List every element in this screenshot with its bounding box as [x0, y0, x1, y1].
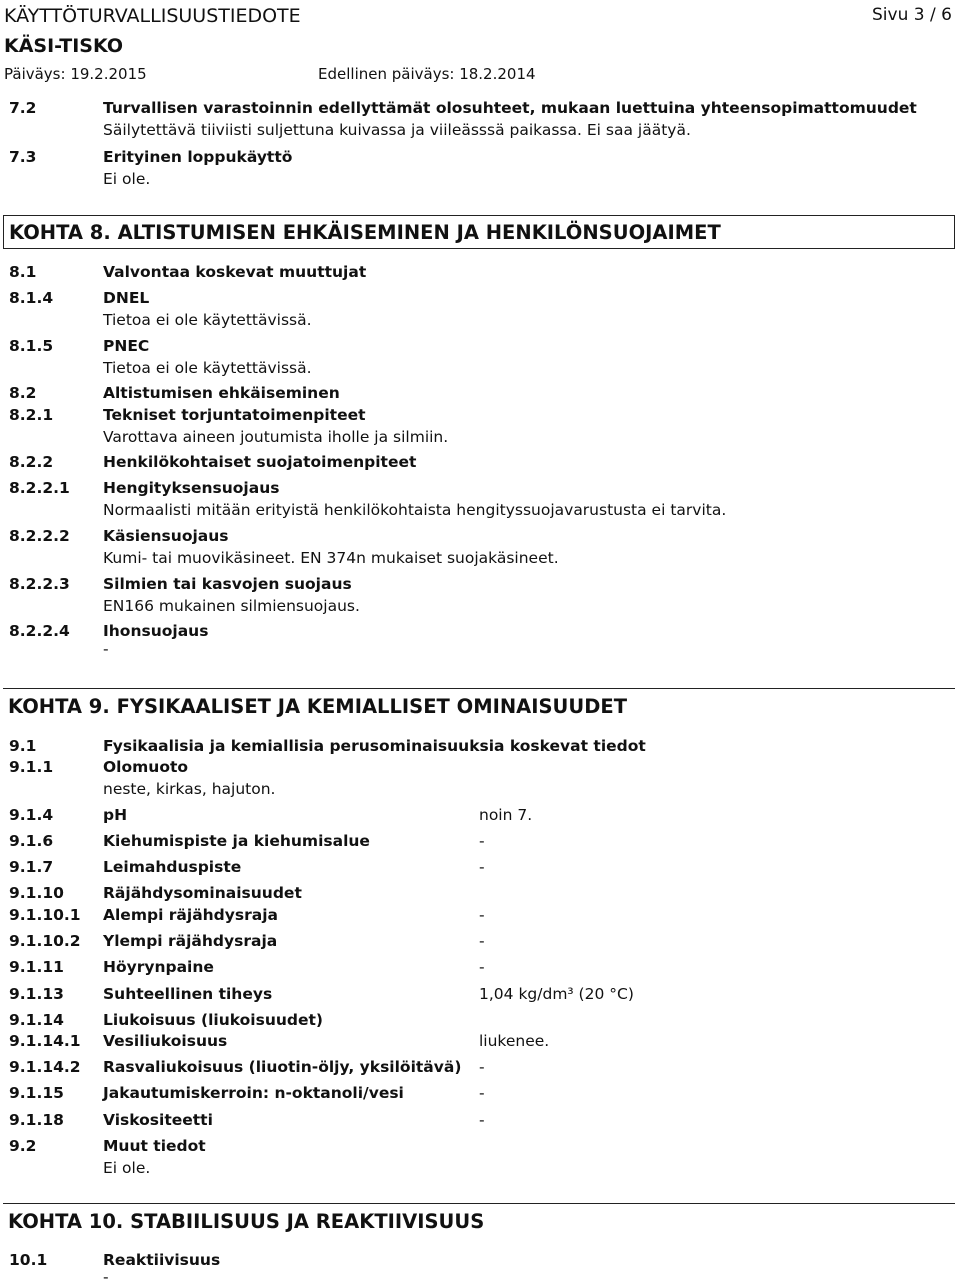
property-name: Höyrynpaine — [103, 958, 214, 976]
item-number: 8.2.1 — [9, 406, 54, 424]
section-10-rule — [3, 1203, 955, 1204]
section-9-rule — [3, 688, 955, 689]
item-text: Säilytettävä tiiviisti suljettuna kuivassa ja viileässsä paikassa. Ei saa jäätyä. — [103, 121, 691, 139]
item-number: 8.1 — [9, 263, 37, 281]
property-number: 9.1.7 — [9, 858, 54, 876]
item-title: Tekniset torjuntatoimenpiteet — [103, 406, 366, 424]
property-number: 9.1.15 — [9, 1084, 64, 1102]
item-number: 8.2.2.2 — [9, 527, 70, 545]
property-number: 9.1.14.1 — [9, 1032, 81, 1050]
previous-date: Edellinen päiväys: 18.2.2014 — [318, 65, 536, 83]
property-name: Liukoisuus (liukoisuudet) — [103, 1011, 323, 1029]
item-text: Kumi- tai muovikäsineet. EN 374n mukaiset suojakäsineet. — [103, 549, 559, 567]
property-number: 9.1.10 — [9, 884, 64, 902]
item-number: 9.1.1 — [9, 758, 54, 776]
property-value: - — [479, 1058, 485, 1076]
item-text: Normaalisti mitään erityistä henkilökohtaista hengityssuojavarustusta ei tarvita. — [103, 501, 727, 519]
property-name: Viskositeetti — [103, 1111, 213, 1129]
property-name: Rasvaliukoisuus (liuotin-öljy, yksilöitävä) — [103, 1058, 462, 1076]
section-8-header — [3, 215, 955, 249]
property-number: 9.1.11 — [9, 958, 64, 976]
item-number: 9.2 — [9, 1137, 37, 1155]
item-number: 10.1 — [9, 1251, 48, 1269]
item-text: Tietoa ei ole käytettävissä. — [103, 311, 312, 329]
property-value: - — [479, 906, 485, 924]
property-value: 1,04 kg/dm³ (20 °C) — [479, 985, 634, 1003]
item-title: Henkilökohtaiset suojatoimenpiteet — [103, 453, 417, 471]
section-10-title: KOHTA 10. STABIILISUUS JA REAKTIIVISUUS — [8, 1210, 485, 1233]
item-title: Olomuoto — [103, 758, 189, 776]
property-name: Vesiliukoisuus — [103, 1032, 228, 1050]
item-text: Tietoa ei ole käytettävissä. — [103, 359, 312, 377]
item-title: Silmien tai kasvojen suojaus — [103, 575, 352, 593]
property-name: pH — [103, 806, 128, 824]
item-text: - — [103, 1268, 109, 1286]
property-number: 9.1.4 — [9, 806, 54, 824]
item-number: 8.2.2.4 — [9, 622, 70, 640]
item-title: Valvontaa koskevat muuttujat — [103, 263, 367, 281]
item-number: 8.2 — [9, 384, 37, 402]
property-name: Leimahduspiste — [103, 858, 242, 876]
property-number: 9.1.14 — [9, 1011, 64, 1029]
item-number: 8.2.2.3 — [9, 575, 70, 593]
property-name: Jakautumiskerroin: n-oktanoli/vesi — [103, 1084, 404, 1102]
property-value: - — [479, 858, 485, 876]
item-title: Altistumisen ehkäiseminen — [103, 384, 340, 402]
item-title: PNEC — [103, 337, 150, 355]
item-number: 8.1.4 — [9, 289, 54, 307]
item-title: Turvallisen varastoinnin edellyttämät olosuhteet, mukaan luettuina yhteensopimattomuudet — [103, 99, 917, 117]
item-number: 7.2 — [9, 99, 37, 117]
property-number: 9.1.13 — [9, 985, 64, 1003]
item-number: 9.1 — [9, 737, 37, 755]
document-title: KÄYTTÖTURVALLISUUSTIEDOTE — [4, 5, 301, 27]
item-title: Muut tiedot — [103, 1137, 206, 1155]
property-name: Suhteellinen tiheys — [103, 985, 273, 1003]
property-value: - — [479, 1111, 485, 1129]
item-text: Ei ole. — [103, 170, 151, 188]
property-number: 9.1.14.2 — [9, 1058, 81, 1076]
property-value: - — [479, 958, 485, 976]
item-number: 7.3 — [9, 148, 37, 166]
item-text: neste, kirkas, hajuton. — [103, 780, 276, 798]
property-value: - — [479, 1084, 485, 1102]
item-title: Erityinen loppukäyttö — [103, 148, 293, 166]
item-title: Ihonsuojaus — [103, 622, 209, 640]
property-value: - — [479, 832, 485, 850]
property-value: liukenee. — [479, 1032, 550, 1050]
property-number: 9.1.10.2 — [9, 932, 81, 950]
item-number: 8.2.2 — [9, 453, 54, 471]
property-value: - — [479, 932, 485, 950]
property-name: Ylempi räjähdysraja — [103, 932, 278, 950]
page-number: Sivu 3 / 6 — [872, 5, 952, 25]
item-title: DNEL — [103, 289, 150, 307]
property-number: 9.1.6 — [9, 832, 54, 850]
section-9-title: KOHTA 9. FYSIKAALISET JA KEMIALLISET OMINAISUUDET — [8, 695, 628, 718]
property-name: Alempi räjähdysraja — [103, 906, 278, 924]
item-number: 8.2.2.1 — [9, 479, 70, 497]
property-name: Räjähdysominaisuudet — [103, 884, 302, 902]
property-number: 9.1.18 — [9, 1111, 64, 1129]
item-number: 8.1.5 — [9, 337, 54, 355]
item-title: Hengityksensuojaus — [103, 479, 280, 497]
item-text: Ei ole. — [103, 1159, 151, 1177]
section-8-title: KOHTA 8. ALTISTUMISEN EHKÄISEMINEN JA HENKILÖNSUOJAIMET — [9, 221, 721, 244]
property-name: Kiehumispiste ja kiehumisalue — [103, 832, 370, 850]
property-value: noin 7. — [479, 806, 533, 824]
item-title: Reaktiivisuus — [103, 1251, 221, 1269]
property-number: 9.1.10.1 — [9, 906, 81, 924]
item-title: Käsiensuojaus — [103, 527, 229, 545]
item-text: EN166 mukainen silmiensuojaus. — [103, 597, 360, 615]
product-name: KÄSI-TISKO — [4, 35, 124, 57]
item-text: - — [103, 640, 109, 658]
item-title: Fysikaalisia ja kemiallisia perusominaisuuksia koskevat tiedot — [103, 737, 646, 755]
issue-date: Päiväys: 19.2.2015 — [4, 65, 147, 83]
item-text: Varottava aineen joutumista iholle ja silmiin. — [103, 428, 449, 446]
